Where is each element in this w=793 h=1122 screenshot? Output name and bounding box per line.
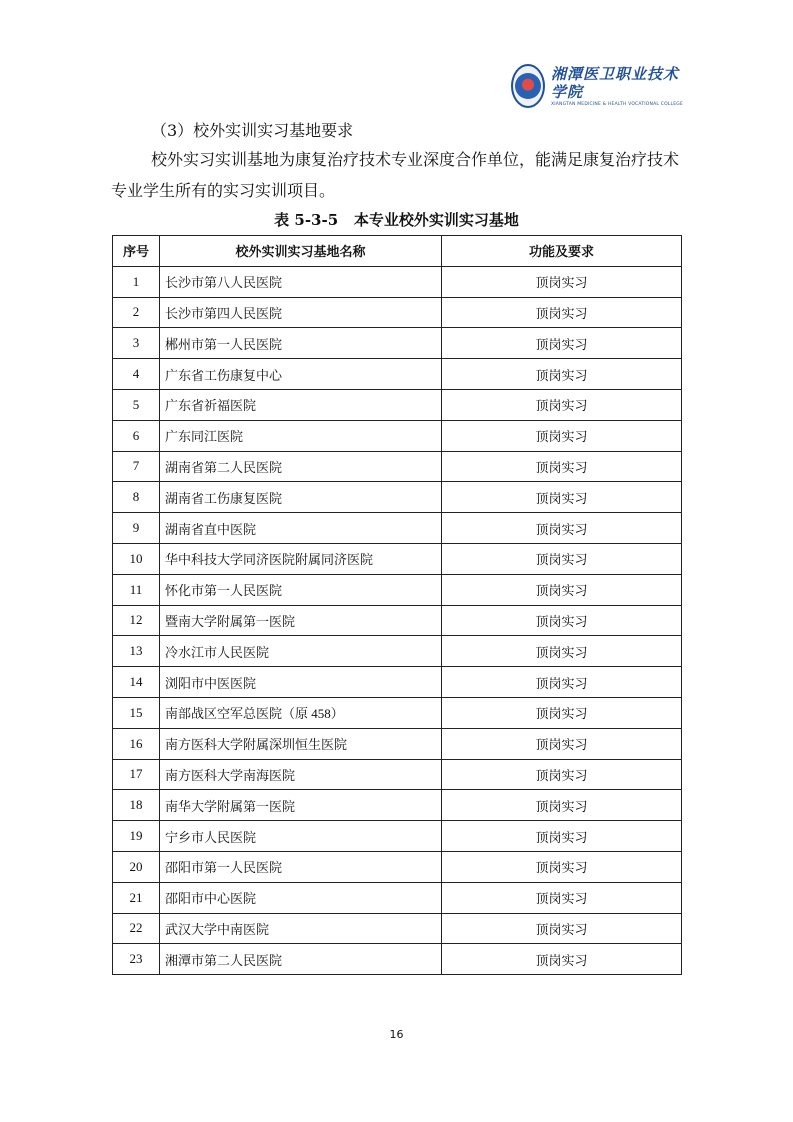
logo-wordmark xyxy=(551,65,683,107)
row-function: 顶岗实习 xyxy=(442,697,682,728)
row-function: 顶岗实习 xyxy=(442,882,682,913)
row-base-name: 南部战区空军总医院（原 458） xyxy=(160,697,442,728)
row-serial: 14 xyxy=(113,667,160,698)
row-serial: 9 xyxy=(113,513,160,544)
row-base-name: 湖南省第二人民医院 xyxy=(160,451,442,482)
page-number: 16 xyxy=(389,1028,404,1041)
section-heading: （3）校外实训实习基地要求 xyxy=(151,121,354,140)
row-function: 顶岗实习 xyxy=(442,389,682,420)
row-function: 顶岗实习 xyxy=(442,543,682,574)
row-base-name: 宁乡市人民医院 xyxy=(160,821,442,852)
row-function: 顶岗实习 xyxy=(442,636,682,667)
row-base-name: 郴州市第一人民医院 xyxy=(160,328,442,359)
row-function: 顶岗实习 xyxy=(442,913,682,944)
row-function: 顶岗实习 xyxy=(442,266,682,297)
row-serial: 2 xyxy=(113,297,160,328)
logo-english-name: XIANGTAN MEDICINE & HEALTH VOCATIONAL COLLEGE xyxy=(550,102,683,107)
row-serial: 5 xyxy=(113,389,160,420)
paragraph-line-2: 专业学生所有的实习实训项目。 xyxy=(111,181,336,200)
table-body xyxy=(113,266,682,974)
row-function: 顶岗实习 xyxy=(442,574,682,605)
row-base-name: 华中科技大学同济医院附属同济医院 xyxy=(160,543,442,574)
header-serial: 序号 xyxy=(113,236,160,267)
college-seal-icon xyxy=(511,64,545,108)
table-row xyxy=(113,667,682,698)
row-serial: 13 xyxy=(113,636,160,667)
table-row xyxy=(113,697,682,728)
row-serial: 11 xyxy=(113,574,160,605)
row-base-name: 怀化市第一人民医院 xyxy=(160,574,442,605)
row-serial: 23 xyxy=(113,944,160,975)
row-base-name: 广东省祈福医院 xyxy=(160,389,442,420)
row-serial: 3 xyxy=(113,328,160,359)
row-function: 顶岗实习 xyxy=(442,605,682,636)
table-row xyxy=(113,728,682,759)
row-function: 顶岗实习 xyxy=(442,790,682,821)
row-serial: 16 xyxy=(113,728,160,759)
row-function: 顶岗实习 xyxy=(442,851,682,882)
row-serial: 18 xyxy=(113,790,160,821)
row-base-name: 冷水江市人民医院 xyxy=(160,636,442,667)
row-function: 顶岗实习 xyxy=(442,420,682,451)
table-row xyxy=(113,420,682,451)
row-base-name: 湖南省工伤康复医院 xyxy=(160,482,442,513)
row-base-name: 邵阳市中心医院 xyxy=(160,882,442,913)
paragraph-line-1: 校外实习实训基地为康复治疗技术专业深度合作单位，能满足康复治疗技术 xyxy=(151,150,680,169)
row-base-name: 广东省工伤康复中心 xyxy=(160,359,442,390)
table-row xyxy=(113,790,682,821)
header-base-name: 校外实训实习基地名称 xyxy=(160,236,442,267)
row-base-name: 广东同江医院 xyxy=(160,420,442,451)
row-function: 顶岗实习 xyxy=(442,328,682,359)
table-row xyxy=(113,482,682,513)
row-serial: 6 xyxy=(113,420,160,451)
row-function: 顶岗实习 xyxy=(442,482,682,513)
table-row xyxy=(113,636,682,667)
row-serial: 1 xyxy=(113,266,160,297)
row-serial: 21 xyxy=(113,882,160,913)
row-function: 顶岗实习 xyxy=(442,451,682,482)
row-serial: 22 xyxy=(113,913,160,944)
table-row xyxy=(113,451,682,482)
row-base-name: 湖南省直中医院 xyxy=(160,513,442,544)
table-row xyxy=(113,913,682,944)
row-base-name: 南方医科大学南海医院 xyxy=(160,759,442,790)
table-row xyxy=(113,543,682,574)
training-bases-table xyxy=(112,235,682,975)
row-base-name: 暨南大学附属第一医院 xyxy=(160,605,442,636)
row-function: 顶岗实习 xyxy=(442,667,682,698)
table-row xyxy=(113,266,682,297)
table-row xyxy=(113,297,682,328)
table-row xyxy=(113,944,682,975)
table-row xyxy=(113,328,682,359)
row-serial: 7 xyxy=(113,451,160,482)
row-function: 顶岗实习 xyxy=(442,728,682,759)
row-function: 顶岗实习 xyxy=(442,944,682,975)
table-row xyxy=(113,574,682,605)
table-row xyxy=(113,513,682,544)
row-function: 顶岗实习 xyxy=(442,297,682,328)
row-serial: 4 xyxy=(113,359,160,390)
row-base-name: 长沙市第四人民医院 xyxy=(160,297,442,328)
row-serial: 19 xyxy=(113,821,160,852)
row-serial: 20 xyxy=(113,851,160,882)
row-base-name: 浏阳市中医医院 xyxy=(160,667,442,698)
row-base-name: 邵阳市第一人民医院 xyxy=(160,851,442,882)
row-base-name: 南华大学附属第一医院 xyxy=(160,790,442,821)
table-row xyxy=(113,882,682,913)
row-function: 顶岗实习 xyxy=(442,359,682,390)
row-function: 顶岗实习 xyxy=(442,759,682,790)
row-serial: 12 xyxy=(113,605,160,636)
row-serial: 10 xyxy=(113,543,160,574)
table-row xyxy=(113,359,682,390)
row-base-name: 南方医科大学附属深圳恒生医院 xyxy=(160,728,442,759)
table-caption: 表 5-3-5 本专业校外实训实习基地 xyxy=(274,211,519,229)
table-row xyxy=(113,821,682,852)
table-header-row xyxy=(113,236,682,267)
row-serial: 15 xyxy=(113,697,160,728)
row-base-name: 长沙市第八人民医院 xyxy=(160,266,442,297)
row-function: 顶岗实习 xyxy=(442,513,682,544)
header-function: 功能及要求 xyxy=(442,236,682,267)
row-base-name: 武汉大学中南医院 xyxy=(160,913,442,944)
table-row xyxy=(113,851,682,882)
row-serial: 8 xyxy=(113,482,160,513)
table-row xyxy=(113,759,682,790)
row-base-name: 湘潭市第二人民医院 xyxy=(160,944,442,975)
college-logo xyxy=(511,62,683,110)
table-row xyxy=(113,389,682,420)
logo-chinese-name: 湘潭医卫职业技术学院 xyxy=(550,65,679,101)
row-function: 顶岗实习 xyxy=(442,821,682,852)
table-row xyxy=(113,605,682,636)
row-serial: 17 xyxy=(113,759,160,790)
